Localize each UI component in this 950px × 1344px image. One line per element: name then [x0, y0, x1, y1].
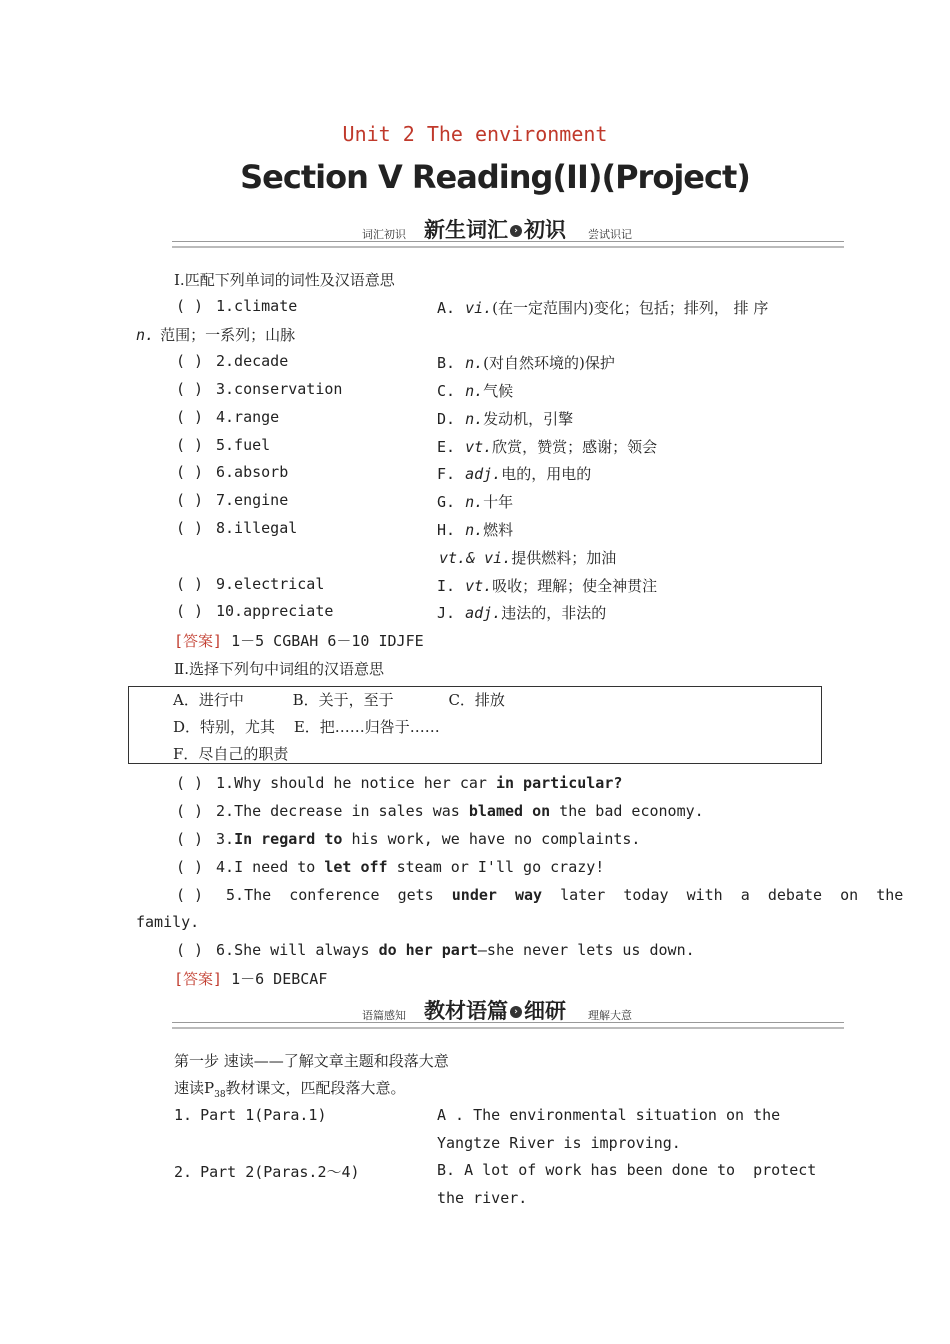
part-label: [174, 1106, 327, 1124]
banner-divider: [172, 241, 844, 248]
sentence-text: Why should he notice her car: [234, 774, 496, 792]
meaning-text: 违法的，非法的: [501, 604, 607, 622]
meaning-pos: adj.: [465, 604, 502, 622]
sentence-phrase: let off: [324, 858, 388, 876]
chevron-right-icon: ›: [510, 225, 522, 237]
sentence-row: [216, 802, 704, 820]
options-row-2: D．特别，尤其 E．把……归咎于……: [173, 718, 440, 736]
sentence-phrase: do her part: [378, 941, 478, 959]
blank-parens[interactable]: ( ): [176, 774, 204, 792]
meaning-letter: I.: [437, 577, 456, 595]
part-match: A . The environmental situation on the: [437, 1106, 781, 1124]
vocab-word: 5.fuel: [216, 436, 271, 454]
meaning-pos: vt.& vi.: [439, 549, 512, 567]
blank-parens[interactable]: ( ): [176, 858, 204, 876]
meaning-row: [437, 352, 615, 373]
blank-parens[interactable]: ( ): [176, 830, 204, 848]
meaning-pos: n.: [465, 521, 484, 539]
unit-title: Unit 2 The environment: [342, 122, 608, 146]
meaning-letter: H.: [437, 521, 456, 539]
meaning-row: [439, 547, 616, 568]
part2-answer: [答案] 1－6 DEBCAF: [174, 970, 328, 988]
meaning-row: [437, 519, 513, 540]
meaning-letter: J.: [437, 604, 456, 622]
vocab-word: 10.appreciate: [216, 602, 334, 620]
meaning-pos: adj.: [465, 465, 502, 483]
sentence-phrase: blamed on: [468, 802, 551, 820]
sentence-number: 3.: [216, 830, 235, 848]
banner-left-label: 词汇初识: [362, 228, 406, 241]
part-name: Part 2(Paras.2～4): [200, 1163, 360, 1181]
meaning-row: [136, 324, 295, 345]
sentence-text: The decrease in sales was: [234, 802, 469, 820]
part-name: Part 1(Para.1): [200, 1106, 327, 1124]
sentence-phrase: in particular?: [495, 774, 623, 792]
vocab-word: 9.electrical: [216, 575, 325, 593]
sentence-number: 2.: [216, 802, 235, 820]
part1-answer: [答案] 1－5 CGBAH 6－10 IDJFE: [174, 632, 424, 650]
blank-parens[interactable]: ( ): [176, 602, 204, 620]
sentence-text: She will always: [234, 941, 379, 959]
meaning-text: 范围；一系列；山脉: [160, 326, 296, 344]
sentence-row: [216, 774, 622, 792]
meaning-pos: n.: [136, 326, 155, 344]
meaning-text: 气候: [483, 382, 514, 400]
part-match-cont: Yangtze River is improving.: [437, 1134, 681, 1152]
banner-left-label: 语篇感知: [362, 1009, 406, 1022]
blank-parens[interactable]: ( ): [176, 519, 204, 537]
part2-heading: Ⅱ.选择下列句中词组的汉语意思: [174, 660, 384, 678]
blank-parens[interactable]: ( ): [176, 436, 204, 454]
meaning-row: [437, 491, 513, 512]
banner-right-label: 尝试识记: [588, 228, 632, 241]
meaning-text: 十年: [483, 493, 514, 511]
phrase-options-box: [128, 686, 822, 764]
meaning-text: 吸收；理解；使全神贯注: [492, 577, 658, 595]
sentence-number: 1.: [216, 774, 235, 792]
meaning-row: [437, 436, 657, 457]
sentence-number: 5.: [226, 886, 245, 904]
part-number: 2.: [174, 1163, 193, 1181]
blank-parens[interactable]: ( ): [176, 575, 204, 593]
blank-parens[interactable]: ( ): [176, 352, 204, 370]
meaning-pos: vt.: [465, 438, 493, 456]
meaning-text: 欣赏，赞赏；感谢；领会: [492, 438, 658, 456]
meaning-row: [437, 602, 606, 623]
meaning-letter: D.: [437, 410, 456, 428]
meaning-text: (在一定范围内)变化；包括；排列， 排 序: [492, 299, 769, 317]
blank-parens[interactable]: ( ): [176, 463, 204, 481]
blank-parens[interactable]: ( ): [176, 886, 204, 904]
part-number: 1.: [174, 1106, 193, 1124]
blank-parens[interactable]: ( ): [176, 802, 204, 820]
meaning-row: [437, 575, 657, 596]
banner-title: 新生词汇 › 初识: [424, 218, 566, 242]
vocab-banner: [172, 218, 844, 248]
meaning-row: [437, 463, 591, 484]
part-match: B. A lot of work has been done to protect: [437, 1161, 817, 1179]
reading-step: 第一步 速读——了解文章主题和段落大意: [174, 1052, 449, 1070]
vocab-word: 8.illegal: [216, 519, 298, 537]
meaning-pos: vi.: [465, 299, 493, 317]
sentence-text: later today with a debate on the: [542, 886, 904, 904]
meaning-letter: G.: [437, 493, 456, 511]
sentence-text: —she never lets us down.: [477, 941, 695, 959]
meaning-letter: E.: [437, 438, 456, 456]
meaning-text: 燃料: [483, 521, 514, 539]
sentence-phrase: under way: [451, 886, 543, 904]
meaning-letter: C.: [437, 382, 456, 400]
meaning-pos: n.: [465, 354, 484, 372]
sentence-row: [216, 858, 604, 876]
part-label: [174, 1161, 360, 1182]
reading-instruction: 速读$P_{38}$教材课文，匹配段落大意。: [174, 1079, 406, 1100]
sentence-text: his work, we have no complaints.: [342, 830, 641, 848]
blank-parens[interactable]: ( ): [176, 941, 204, 959]
meaning-text: 电的，用电的: [501, 465, 592, 483]
sentence-text: The conference gets: [244, 886, 452, 904]
vocab-word: 2.decade: [216, 352, 289, 370]
blank-parens[interactable]: ( ): [176, 380, 204, 398]
chevron-right-icon: ›: [510, 1006, 522, 1018]
sentence-row: [216, 941, 695, 959]
section-title: Section V Reading(II)(Project): [240, 158, 750, 196]
vocab-word: 3.conservation: [216, 380, 343, 398]
sentence-number: 4.: [216, 858, 235, 876]
sentence-row: [216, 830, 640, 848]
meaning-text: (对自然环境的)保护: [483, 354, 615, 372]
meaning-pos: n.: [465, 382, 484, 400]
reading-banner: [172, 999, 844, 1029]
meaning-row: [437, 408, 573, 429]
meaning-pos: vt.: [465, 577, 493, 595]
sentence-phrase: In regard to: [234, 830, 343, 848]
meaning-letter: F.: [437, 465, 456, 483]
sentence-number: 6.: [216, 941, 235, 959]
sentence-row: [226, 886, 903, 904]
sentence-text: I need to: [234, 858, 325, 876]
meaning-text: 发动机，引擎: [483, 410, 574, 428]
options-row-3: F．尽自己的职责: [173, 745, 289, 763]
vocab-word: 1.climate: [216, 297, 298, 315]
sentence-text: the bad economy.: [550, 802, 704, 820]
vocab-word: 7.engine: [216, 491, 289, 509]
meaning-row: [437, 297, 768, 318]
vocab-word: 4.range: [216, 408, 280, 426]
sentence-continuation: family.: [136, 913, 200, 931]
options-row-1: A．进行中 B．关于，至于 C．排放: [173, 691, 505, 709]
blank-parens[interactable]: ( ): [176, 491, 204, 509]
meaning-pos: n.: [465, 410, 484, 428]
meaning-text: 提供燃料；加油: [511, 549, 617, 567]
blank-parens[interactable]: ( ): [176, 297, 204, 315]
sentence-text: steam or I'll go crazy!: [387, 858, 605, 876]
vocab-word: 6.absorb: [216, 463, 289, 481]
blank-parens[interactable]: ( ): [176, 408, 204, 426]
meaning-letter: A.: [437, 299, 456, 317]
part1-heading: Ⅰ.匹配下列单词的词性及汉语意思: [174, 271, 395, 289]
meaning-row: [437, 380, 513, 401]
part-match-cont: the river.: [437, 1189, 528, 1207]
meaning-letter: B.: [437, 354, 456, 372]
banner-divider: [172, 1022, 844, 1029]
meaning-pos: n.: [465, 493, 484, 511]
banner-right-label: 理解大意: [588, 1009, 632, 1022]
banner-title: 教材语篇 › 细研: [424, 999, 566, 1023]
